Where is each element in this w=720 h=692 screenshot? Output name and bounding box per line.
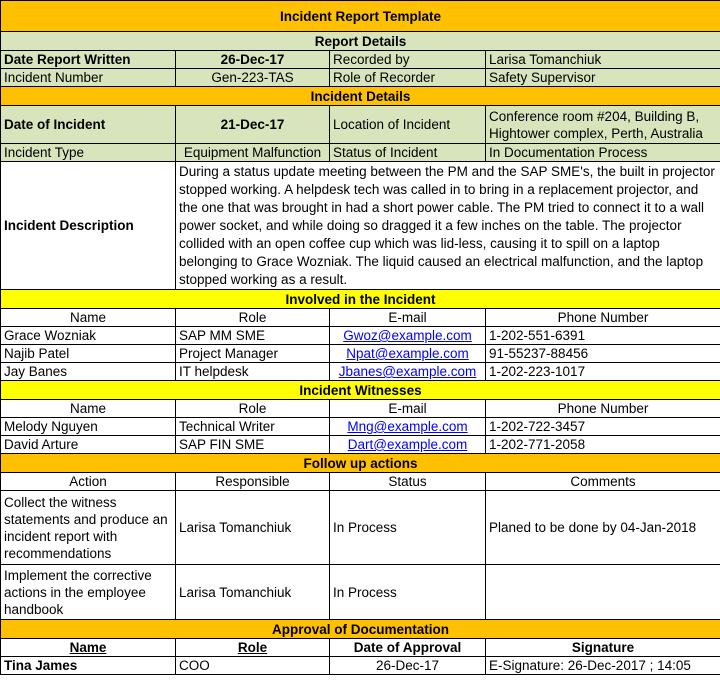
- table-row: [1, 491, 720, 565]
- incident-type-value: Equipment Malfunction: [176, 144, 330, 162]
- location-label: Location of Incident: [330, 106, 486, 144]
- email-link[interactable]: Gwoz@example.com: [343, 328, 472, 343]
- person-role: Project Manager: [176, 345, 330, 363]
- witness-email-cell: [330, 436, 486, 454]
- column-header: Role: [176, 309, 330, 327]
- witness-role: Technical Writer: [176, 418, 330, 436]
- column-header: Phone Number: [486, 309, 720, 327]
- person-email-cell: [330, 327, 486, 345]
- table-row: [1, 363, 720, 381]
- section-involved: [1, 290, 720, 309]
- person-role: SAP MM SME: [176, 327, 330, 345]
- action-status: In Process: [330, 491, 486, 565]
- person-name: Jay Banes: [1, 363, 176, 381]
- section-heading: Approval of Documentation: [1, 620, 720, 639]
- witness-email-cell: [330, 418, 486, 436]
- person-email-cell: [330, 345, 486, 363]
- approval-header-row: [1, 639, 720, 657]
- action-comments: [486, 565, 720, 620]
- table-row: [1, 565, 720, 620]
- table-row: [1, 345, 720, 363]
- section-report-details: [1, 32, 720, 51]
- column-header: E-mail: [330, 309, 486, 327]
- status-value: In Documentation Process: [486, 144, 720, 162]
- approver-role: COO: [176, 657, 330, 675]
- witness-phone: 1-202-771-2058: [486, 436, 720, 454]
- role-of-recorder-value: Safety Supervisor: [486, 69, 720, 87]
- email-link[interactable]: Jbanes@example.com: [338, 364, 477, 379]
- report-title: Incident Report Template: [1, 1, 720, 32]
- person-name: Najib Patel: [1, 345, 176, 363]
- status-label: Status of Incident: [330, 144, 486, 162]
- date-of-incident-value: 21-Dec-17: [176, 106, 330, 144]
- section-follow-up: [1, 454, 720, 473]
- report-row-1: [1, 51, 720, 69]
- column-header: Status: [330, 473, 486, 491]
- section-heading: Involved in the Incident: [1, 290, 720, 309]
- column-header: Date of Approval: [330, 639, 486, 657]
- date-written-value: 26-Dec-17: [176, 51, 330, 69]
- email-link[interactable]: Mng@example.com: [347, 419, 468, 434]
- incident-row-1: [1, 106, 720, 144]
- table-row: [1, 418, 720, 436]
- section-witnesses: [1, 381, 720, 400]
- approval-row: [1, 657, 720, 675]
- table-row: [1, 436, 720, 454]
- witnesses-header-row: [1, 400, 720, 418]
- section-heading: Report Details: [1, 32, 720, 51]
- incident-description-label: Incident Description: [1, 162, 176, 290]
- column-header: Signature: [486, 639, 720, 657]
- column-header: Comments: [486, 473, 720, 491]
- witness-role: SAP FIN SME: [176, 436, 330, 454]
- action-text: Collect the witness statements and produce an incident report with recommendations: [1, 491, 176, 565]
- title-row: [1, 1, 720, 32]
- report-row-2: [1, 69, 720, 87]
- approval-signature: E-Signature: 26-Dec-2017 ; 14:05: [486, 657, 720, 675]
- recorded-by-value: Larisa Tomanchiuk: [486, 51, 720, 69]
- witness-name: David Arture: [1, 436, 176, 454]
- incident-number-label: Incident Number: [1, 69, 176, 87]
- action-responsible: Larisa Tomanchiuk: [176, 565, 330, 620]
- involved-header-row: [1, 309, 720, 327]
- column-header: Action: [1, 473, 176, 491]
- column-header: Name: [1, 400, 176, 418]
- person-role: IT helpdesk: [176, 363, 330, 381]
- column-header: Name: [1, 309, 176, 327]
- email-link[interactable]: Dart@example.com: [347, 437, 468, 452]
- table-row: [1, 327, 720, 345]
- person-name: Grace Wozniak: [1, 327, 176, 345]
- section-heading: Incident Witnesses: [1, 381, 720, 400]
- role-of-recorder-label: Role of Recorder: [330, 69, 486, 87]
- incident-number-value: Gen-223-TAS: [176, 69, 330, 87]
- section-heading: Incident Details: [1, 87, 720, 106]
- approval-date: 26-Dec-17: [330, 657, 486, 675]
- location-value: Conference room #204, Building B, Hightower complex, Perth, Australia: [486, 106, 720, 144]
- column-header: Name: [1, 639, 176, 657]
- person-phone: 1-202-223-1017: [486, 363, 720, 381]
- person-email-cell: [330, 363, 486, 381]
- person-phone: 1-202-551-6391: [486, 327, 720, 345]
- action-comments: Planed to be done by 04-Jan-2018: [486, 491, 720, 565]
- incident-type-label: Incident Type: [1, 144, 176, 162]
- column-header: Role: [176, 400, 330, 418]
- section-heading: Follow up actions: [1, 454, 720, 473]
- incident-row-2: [1, 144, 720, 162]
- column-header: Phone Number: [486, 400, 720, 418]
- person-phone: 91-55237-88456: [486, 345, 720, 363]
- section-incident-details: [1, 87, 720, 106]
- action-text: Implement the corrective actions in the employee handbook: [1, 565, 176, 620]
- column-header: Role: [176, 639, 330, 657]
- incident-description-row: [1, 162, 720, 290]
- action-status: In Process: [330, 565, 486, 620]
- date-written-label: Date Report Written: [1, 51, 176, 69]
- incident-description-value: During a status update meeting between the PM and the SAP SME's, the built in projector stopped working. A helpdesk tech was called in to bring in a replacement projector, and the one that was brought in had a short power cable. The PM tried to connect it to a wall power socket, and while doing so dragged it a few inches on the table. The projector collided with an open coffee cup which was lid-less, causing it to spill on a laptop belonging to Grace Wozniak. The liquid caused an electrical malfunction, and the laptop stopped working as a result.: [176, 162, 720, 290]
- section-approval: [1, 620, 720, 639]
- email-link[interactable]: Npat@example.com: [346, 346, 469, 361]
- recorded-by-label: Recorded by: [330, 51, 486, 69]
- date-of-incident-label: Date of Incident: [1, 106, 176, 144]
- follow-up-header-row: [1, 473, 720, 491]
- action-responsible: Larisa Tomanchiuk: [176, 491, 330, 565]
- approver-name: Tina James: [1, 657, 176, 675]
- column-header: E-mail: [330, 400, 486, 418]
- column-header: Responsible: [176, 473, 330, 491]
- witness-name: Melody Nguyen: [1, 418, 176, 436]
- witness-phone: 1-202-722-3457: [486, 418, 720, 436]
